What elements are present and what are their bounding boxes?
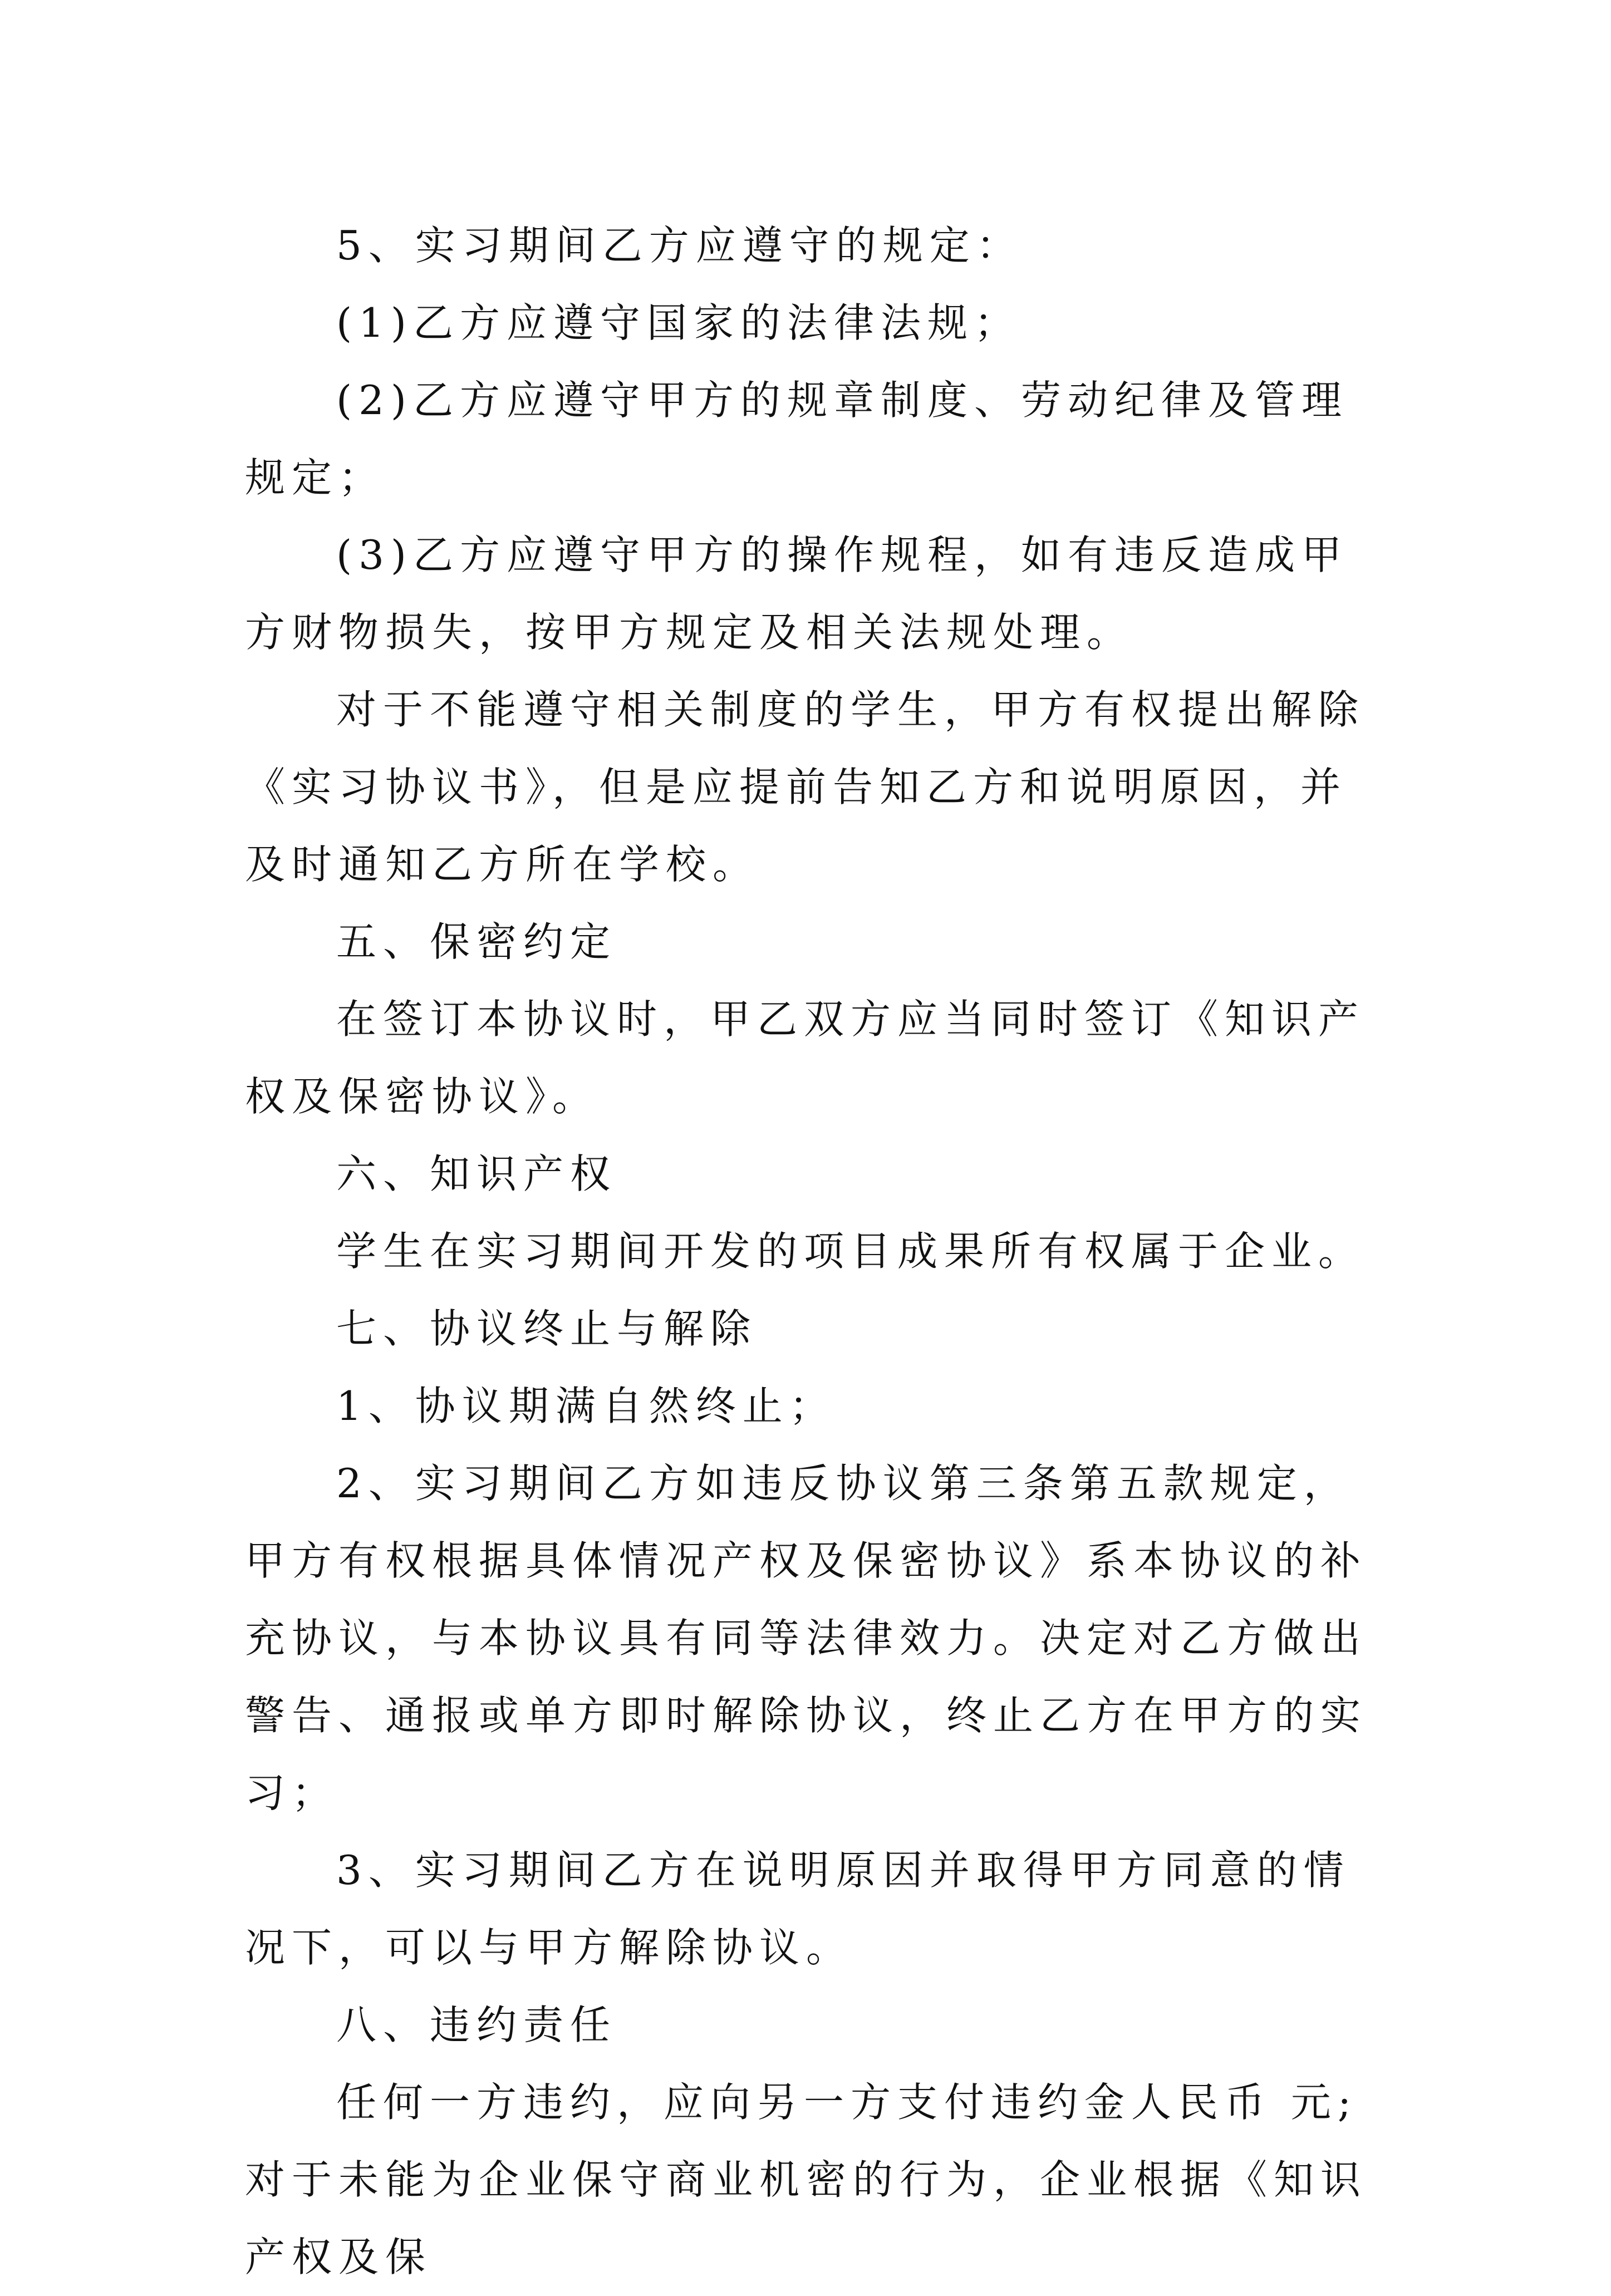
termination-item-2: 2、实习期间乙方如违反协议第三条第五款规定，甲方有权根据具体情况产权及保密协议》系本协议的补充协议，与本协议具有同等法律效力。决定对乙方做出警告、通报或单方即时解除协议，终止乙方在甲方的实习； [245, 1460, 1368, 1816]
clause-5-item-1: (1)乙方应遵守国家的法律法规； [336, 299, 1021, 346]
confidentiality-paragraph: 在签订本协议时，甲乙双方应当同时签订《知识产权及保密协议》。 [245, 996, 1366, 1120]
clause-5-item-3: (3)乙方应遵守甲方的操作规程，如有违反造成甲方财物损失，按甲方规定及相关法规处理。 [245, 532, 1348, 656]
clause-5-item-2: (2)乙方应遵守甲方的规章制度、劳动纪律及管理规定； [245, 377, 1348, 501]
section-5-heading: 五、保密约定 [336, 918, 617, 965]
termination-item-3: 3、实习期间乙方在说明原因并取得甲方同意的情况下，可以与甲方解除协议。 [245, 1847, 1350, 1971]
section-6-heading: 六、知识产权 [336, 1151, 617, 1197]
termination-item-1: 1、协议期满自然终止； [336, 1383, 836, 1429]
document-body [245, 207, 1381, 2296]
section-8-heading: 八、违约责任 [336, 2002, 617, 2048]
section-7-heading: 七、协议终止与解除 [336, 1305, 758, 1352]
clause-5-heading: 5、实习期间乙方应遵守的规定： [336, 222, 1023, 269]
liability-paragraph: 任何一方违约，应向另一方支付违约金人民币 元;对于未能为企业保守商业机密的行为，企业根据《知识产权及保 [245, 2079, 1368, 2280]
ip-paragraph: 学生在实习期间开发的项目成果所有权属于企业。 [336, 1228, 1366, 1275]
termination-note-paragraph: 对于不能遵守相关制度的学生，甲方有权提出解除《实习协议书》，但是应提前告知乙方和说明原因，并及时通知乙方所在学校。 [245, 686, 1366, 888]
